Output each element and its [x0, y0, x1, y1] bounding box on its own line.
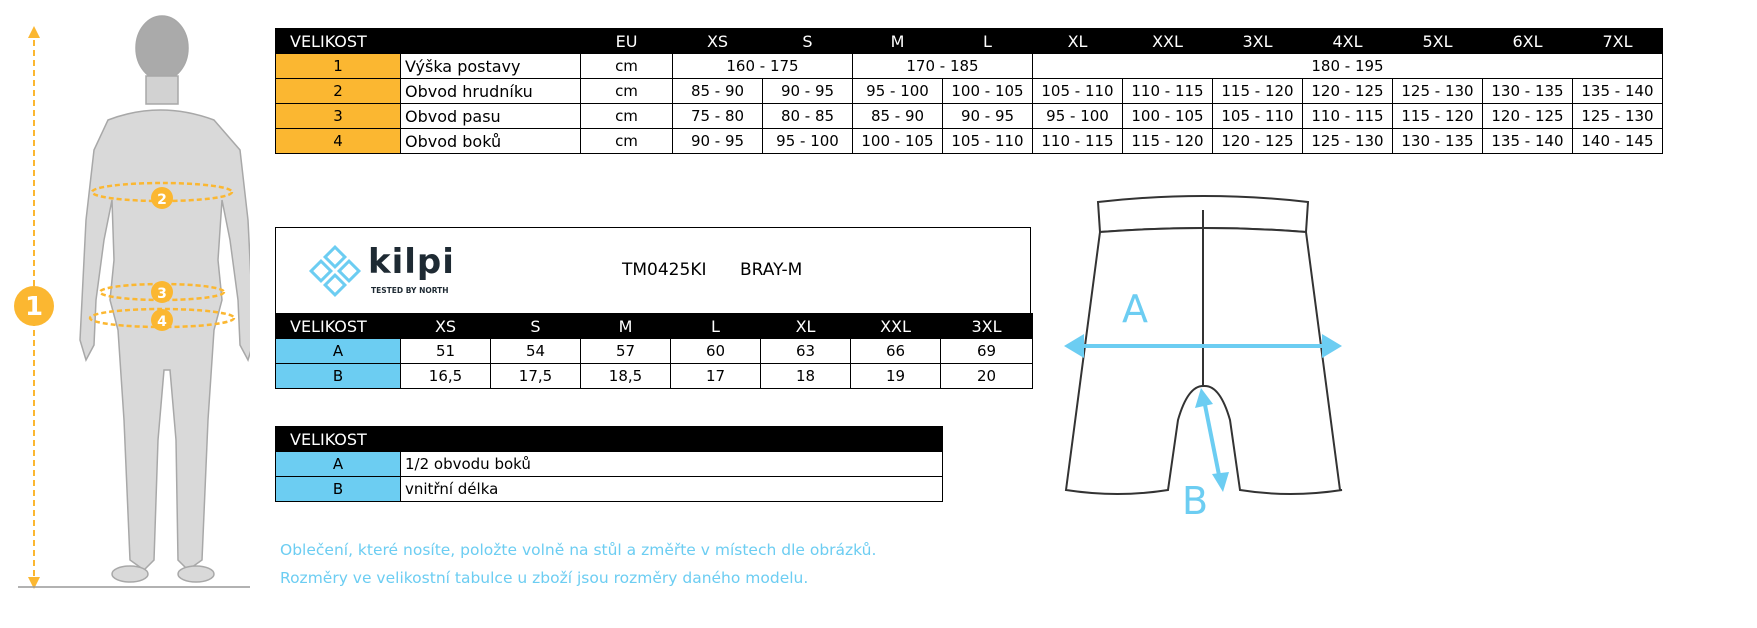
legend-desc: 1/2 obvodu boků: [401, 452, 943, 477]
header-size-xs: XS: [673, 29, 763, 54]
value-cell: 135 - 140: [1483, 129, 1573, 154]
value-cell: 120 - 125: [1303, 79, 1393, 104]
value-cell: 115 - 120: [1213, 79, 1303, 104]
value-cell: 135 - 140: [1573, 79, 1663, 104]
row-label: Výška postavy: [401, 54, 581, 79]
value-cell: 100 - 105: [1123, 104, 1213, 129]
note-line-2: Rozměry ve velikostní tabulce u zboží jsou rozměry daného modelu.: [280, 569, 809, 587]
value-cell: 95 - 100: [1033, 104, 1123, 129]
value-cell: 57: [581, 339, 671, 364]
product-name: BRAY-M: [740, 260, 803, 280]
row-number: 4: [276, 129, 401, 154]
table-row: [276, 452, 943, 477]
value-cell: 100 - 105: [943, 79, 1033, 104]
value-cell: 140 - 145: [1573, 129, 1663, 154]
legend-header: VELIKOST: [276, 427, 401, 452]
value-cell: 18,5: [581, 364, 671, 389]
header-size-7xl: 7XL: [1573, 29, 1663, 54]
row-unit: cm: [581, 104, 673, 129]
value-cell: 63: [761, 339, 851, 364]
value-cell: 90 - 95: [943, 104, 1033, 129]
value-cell: 54: [491, 339, 581, 364]
header-velikost: VELIKOST: [276, 29, 401, 54]
value-cell: 69: [941, 339, 1033, 364]
brand-name: kilpi: [368, 242, 455, 282]
value-cell: 20: [941, 364, 1033, 389]
size-chart-table: [275, 28, 1663, 154]
row-unit: cm: [581, 129, 673, 154]
row-number: 1: [276, 54, 401, 79]
value-cell: 120 - 125: [1483, 104, 1573, 129]
header-size-m: M: [853, 29, 943, 54]
value-cell: 120 - 125: [1213, 129, 1303, 154]
value-cell: 115 - 120: [1123, 129, 1213, 154]
table-row: [276, 339, 1033, 364]
row-label: Obvod pasu: [401, 104, 581, 129]
header-velikost: VELIKOST: [276, 314, 401, 339]
header-size-5xl: 5XL: [1393, 29, 1483, 54]
row-unit: cm: [581, 54, 673, 79]
product-measurement-table: [275, 313, 1033, 389]
header-size-xs: XS: [401, 314, 491, 339]
height-range-cell: 170 - 185: [853, 54, 1033, 79]
value-cell: 105 - 110: [943, 129, 1033, 154]
table-row: [276, 364, 1033, 389]
header-size-3xl: 3XL: [941, 314, 1033, 339]
legend-header-empty: [401, 427, 943, 452]
product-header-box: [275, 227, 1031, 314]
header-size-s: S: [491, 314, 581, 339]
value-cell: 95 - 100: [763, 129, 853, 154]
value-cell: 90 - 95: [763, 79, 853, 104]
value-cell: 95 - 100: [853, 79, 943, 104]
value-cell: 80 - 85: [763, 104, 853, 129]
header-size-l: L: [671, 314, 761, 339]
row-unit: cm: [581, 79, 673, 104]
value-cell: 110 - 115: [1123, 79, 1213, 104]
table-row: [276, 79, 1663, 104]
kilpi-logo-icon: [308, 244, 364, 300]
legend-table: [275, 426, 943, 502]
product-header-row: [276, 314, 1033, 339]
value-cell: 18: [761, 364, 851, 389]
height-range-cell: 180 - 195: [1033, 54, 1663, 79]
value-cell: 16,5: [401, 364, 491, 389]
header-eu: EU: [581, 29, 673, 54]
value-cell: 17: [671, 364, 761, 389]
header-size-xxl: XXL: [1123, 29, 1213, 54]
row-label: Obvod boků: [401, 129, 581, 154]
product-code: TM0425KI: [622, 260, 707, 280]
marker-1: 1: [24, 292, 44, 322]
note-line-1: Oblečení, které nosíte, položte volně na stůl a změřte v místech dle obrázků.: [280, 541, 877, 559]
label-b: B: [1182, 479, 1209, 523]
legend-header-row: [276, 427, 943, 452]
marker-3: 3: [157, 286, 167, 302]
value-cell: 51: [401, 339, 491, 364]
legend-desc: vnitřní délka: [401, 477, 943, 502]
value-cell: 75 - 80: [673, 104, 763, 129]
value-cell: 17,5: [491, 364, 581, 389]
table-row: [276, 54, 1663, 79]
header-size-4xl: 4XL: [1303, 29, 1393, 54]
body-measurement-figure: [0, 0, 250, 628]
table-row: [276, 129, 1663, 154]
value-cell: 90 - 95: [673, 129, 763, 154]
value-cell: 105 - 110: [1033, 79, 1123, 104]
brand-tagline: TESTED BY NORTH: [371, 286, 449, 295]
value-cell: 115 - 120: [1393, 104, 1483, 129]
header-size-l: L: [943, 29, 1033, 54]
header-size-xl: XL: [761, 314, 851, 339]
value-cell: 125 - 130: [1393, 79, 1483, 104]
marker-4: 4: [157, 314, 167, 330]
header-empty: [401, 29, 581, 54]
header-size-xl: XL: [1033, 29, 1123, 54]
header-size-3xl: 3XL: [1213, 29, 1303, 54]
legend-key: B: [276, 477, 401, 502]
row-number: 2: [276, 79, 401, 104]
row-number: 3: [276, 104, 401, 129]
header-size-s: S: [763, 29, 853, 54]
header-size-m: M: [581, 314, 671, 339]
value-cell: 110 - 115: [1303, 104, 1393, 129]
label-a: A: [1122, 287, 1148, 331]
row-key: B: [276, 364, 401, 389]
value-cell: 130 - 135: [1393, 129, 1483, 154]
value-cell: 100 - 105: [853, 129, 943, 154]
value-cell: 60: [671, 339, 761, 364]
value-cell: 105 - 110: [1213, 104, 1303, 129]
row-label: Obvod hrudníku: [401, 79, 581, 104]
value-cell: 19: [851, 364, 941, 389]
value-cell: 125 - 130: [1573, 104, 1663, 129]
height-range-cell: 160 - 175: [673, 54, 853, 79]
value-cell: 85 - 90: [853, 104, 943, 129]
shorts-diagram: [1050, 190, 1360, 530]
header-size-xxl: XXL: [851, 314, 941, 339]
row-key: A: [276, 339, 401, 364]
marker-2: 2: [157, 192, 167, 208]
value-cell: 85 - 90: [673, 79, 763, 104]
value-cell: 130 - 135: [1483, 79, 1573, 104]
value-cell: 125 - 130: [1303, 129, 1393, 154]
header-size-6xl: 6XL: [1483, 29, 1573, 54]
table-row: [276, 104, 1663, 129]
size-chart-header-row: [276, 29, 1663, 54]
table-row: [276, 477, 943, 502]
value-cell: 110 - 115: [1033, 129, 1123, 154]
value-cell: 66: [851, 339, 941, 364]
legend-key: A: [276, 452, 401, 477]
